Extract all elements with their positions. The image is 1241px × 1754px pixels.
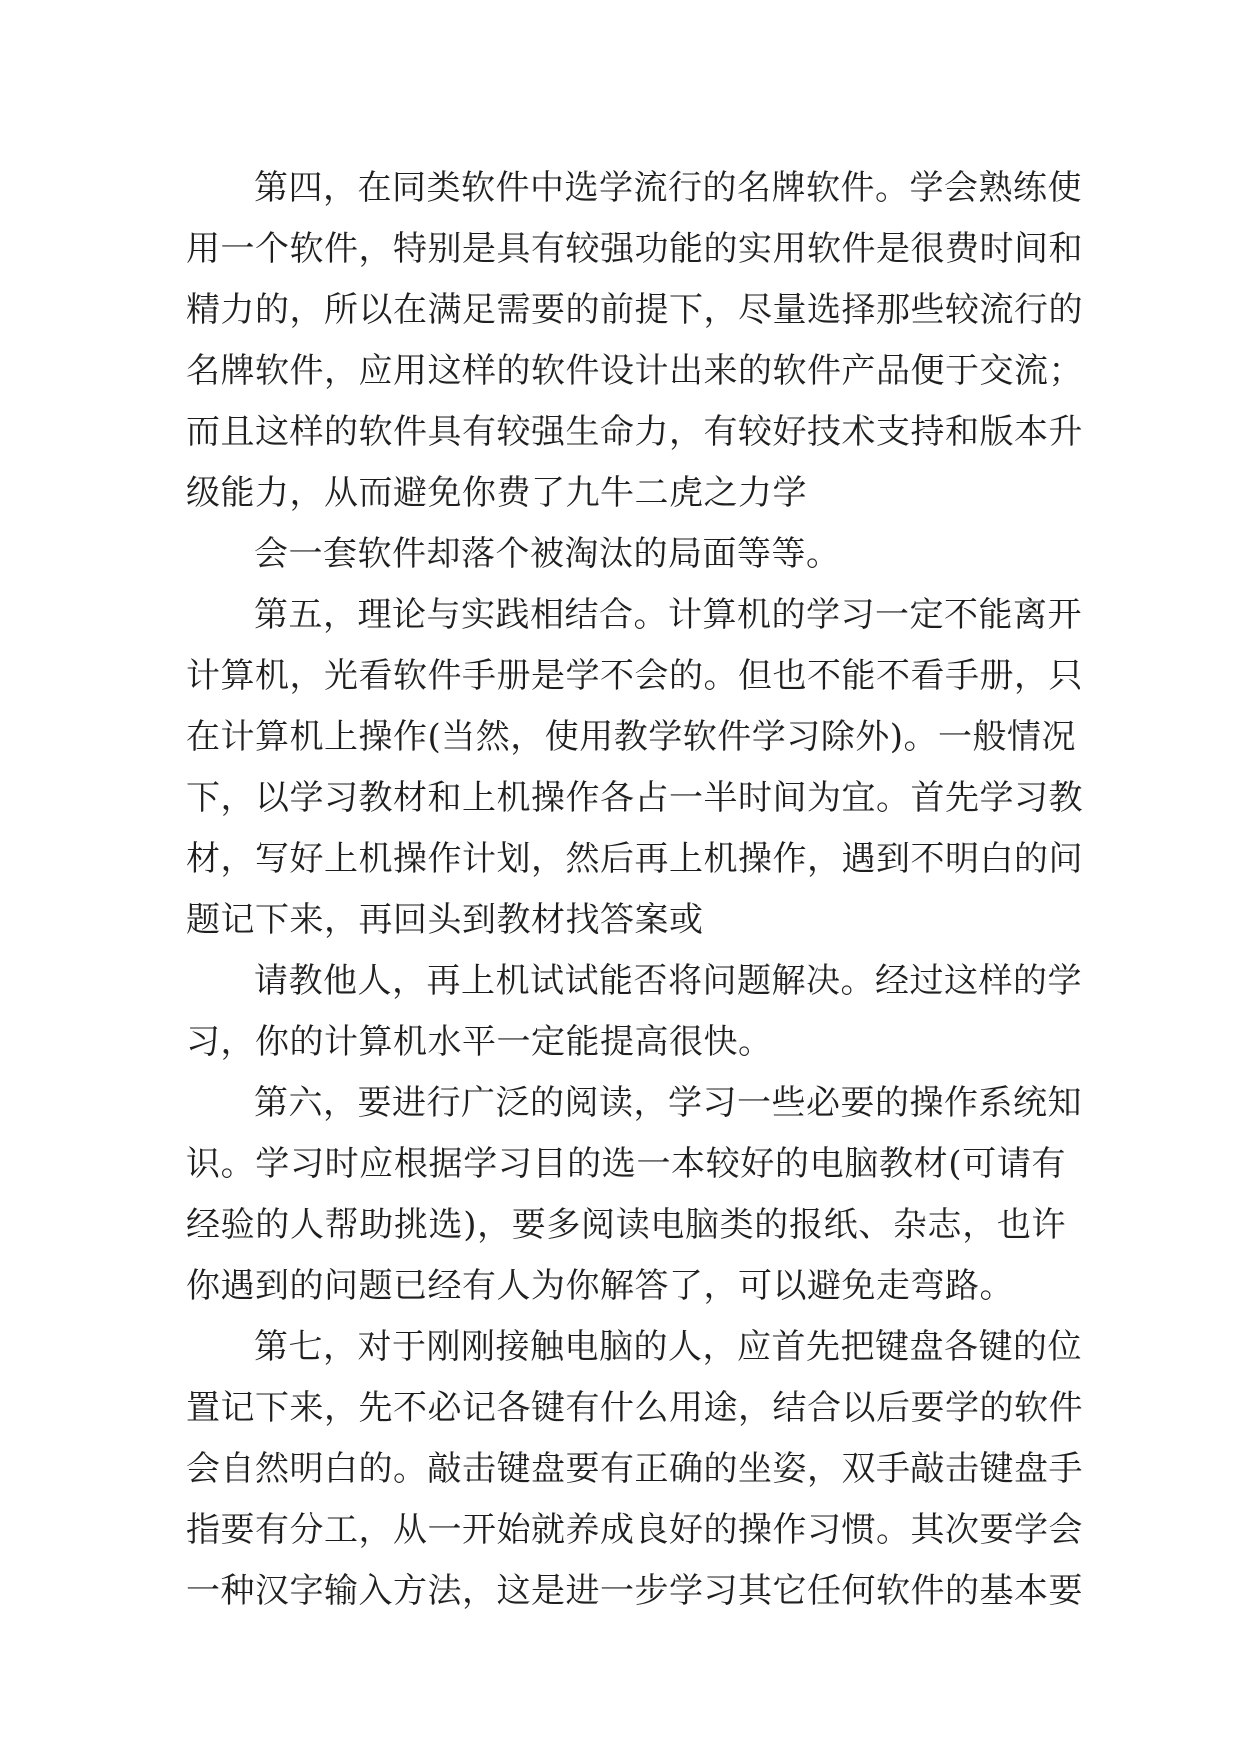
text-line: 第五，理论与实践相结合。计算机的学习一定不能离开 <box>254 595 1082 635</box>
text-line: 用一个软件，特别是具有较强功能的实用软件是很费时间和 <box>186 229 1083 269</box>
text-line: 在计算机上操作(当然，使用教学软件学习除外)。一般情况 <box>186 717 1077 757</box>
text-line: 第七，对于刚刚接触电脑的人，应首先把键盘各键的位 <box>254 1327 1082 1367</box>
text-line: 题记下来，再回头到教材找答案或 <box>186 900 704 940</box>
text-line: 第四，在同类软件中选学流行的名牌软件。学会熟练使 <box>254 168 1082 208</box>
text-line: 识。学习时应根据学习目的选一本较好的电脑教材(可请有 <box>186 1144 1066 1184</box>
document-body <box>186 158 1083 1622</box>
text-line: 而且这样的软件具有较强生命力，有较好技术支持和版本升 <box>186 412 1083 452</box>
text-line: 精力的，所以在满足需要的前提下，尽量选择那些较流行的 <box>186 290 1083 330</box>
text-line: 下，以学习教材和上机操作各占一半时间为宜。首先学习教 <box>186 778 1083 818</box>
text-line: 置记下来，先不必记各键有什么用途，结合以后要学的软件 <box>186 1388 1083 1428</box>
text-line: 名牌软件，应用这样的软件设计出来的软件产品便于交流； <box>186 351 1083 391</box>
text-line: 计算机，光看软件手册是学不会的。但也不能不看手册，只 <box>186 656 1083 696</box>
text-line: 一种汉字输入方法，这是进一步学习其它任何软件的基本要 <box>186 1571 1083 1611</box>
text-line: 你遇到的问题已经有人为你解答了，可以避免走弯路。 <box>186 1266 1014 1306</box>
text-line: 指要有分工，从一开始就养成良好的操作习惯。其次要学会 <box>186 1510 1083 1550</box>
text-line: 请教他人，再上机试试能否将问题解决。经过这样的学 <box>254 961 1082 1001</box>
text-line: 习，你的计算机水平一定能提高很快。 <box>186 1022 773 1062</box>
text-line: 经验的人帮助挑选)，要多阅读电脑类的报纸、杂志，也许 <box>186 1205 1066 1245</box>
text-line: 第六，要进行广泛的阅读，学习一些必要的操作系统知 <box>254 1083 1082 1123</box>
text-line: 会一套软件却落个被淘汰的局面等等。 <box>254 534 841 574</box>
text-line: 材，写好上机操作计划，然后再上机操作，遇到不明白的问 <box>186 839 1083 879</box>
text-line: 级能力，从而避免你费了九牛二虎之力学 <box>186 473 807 513</box>
text-line: 会自然明白的。敲击键盘要有正确的坐姿，双手敲击键盘手 <box>186 1449 1083 1489</box>
